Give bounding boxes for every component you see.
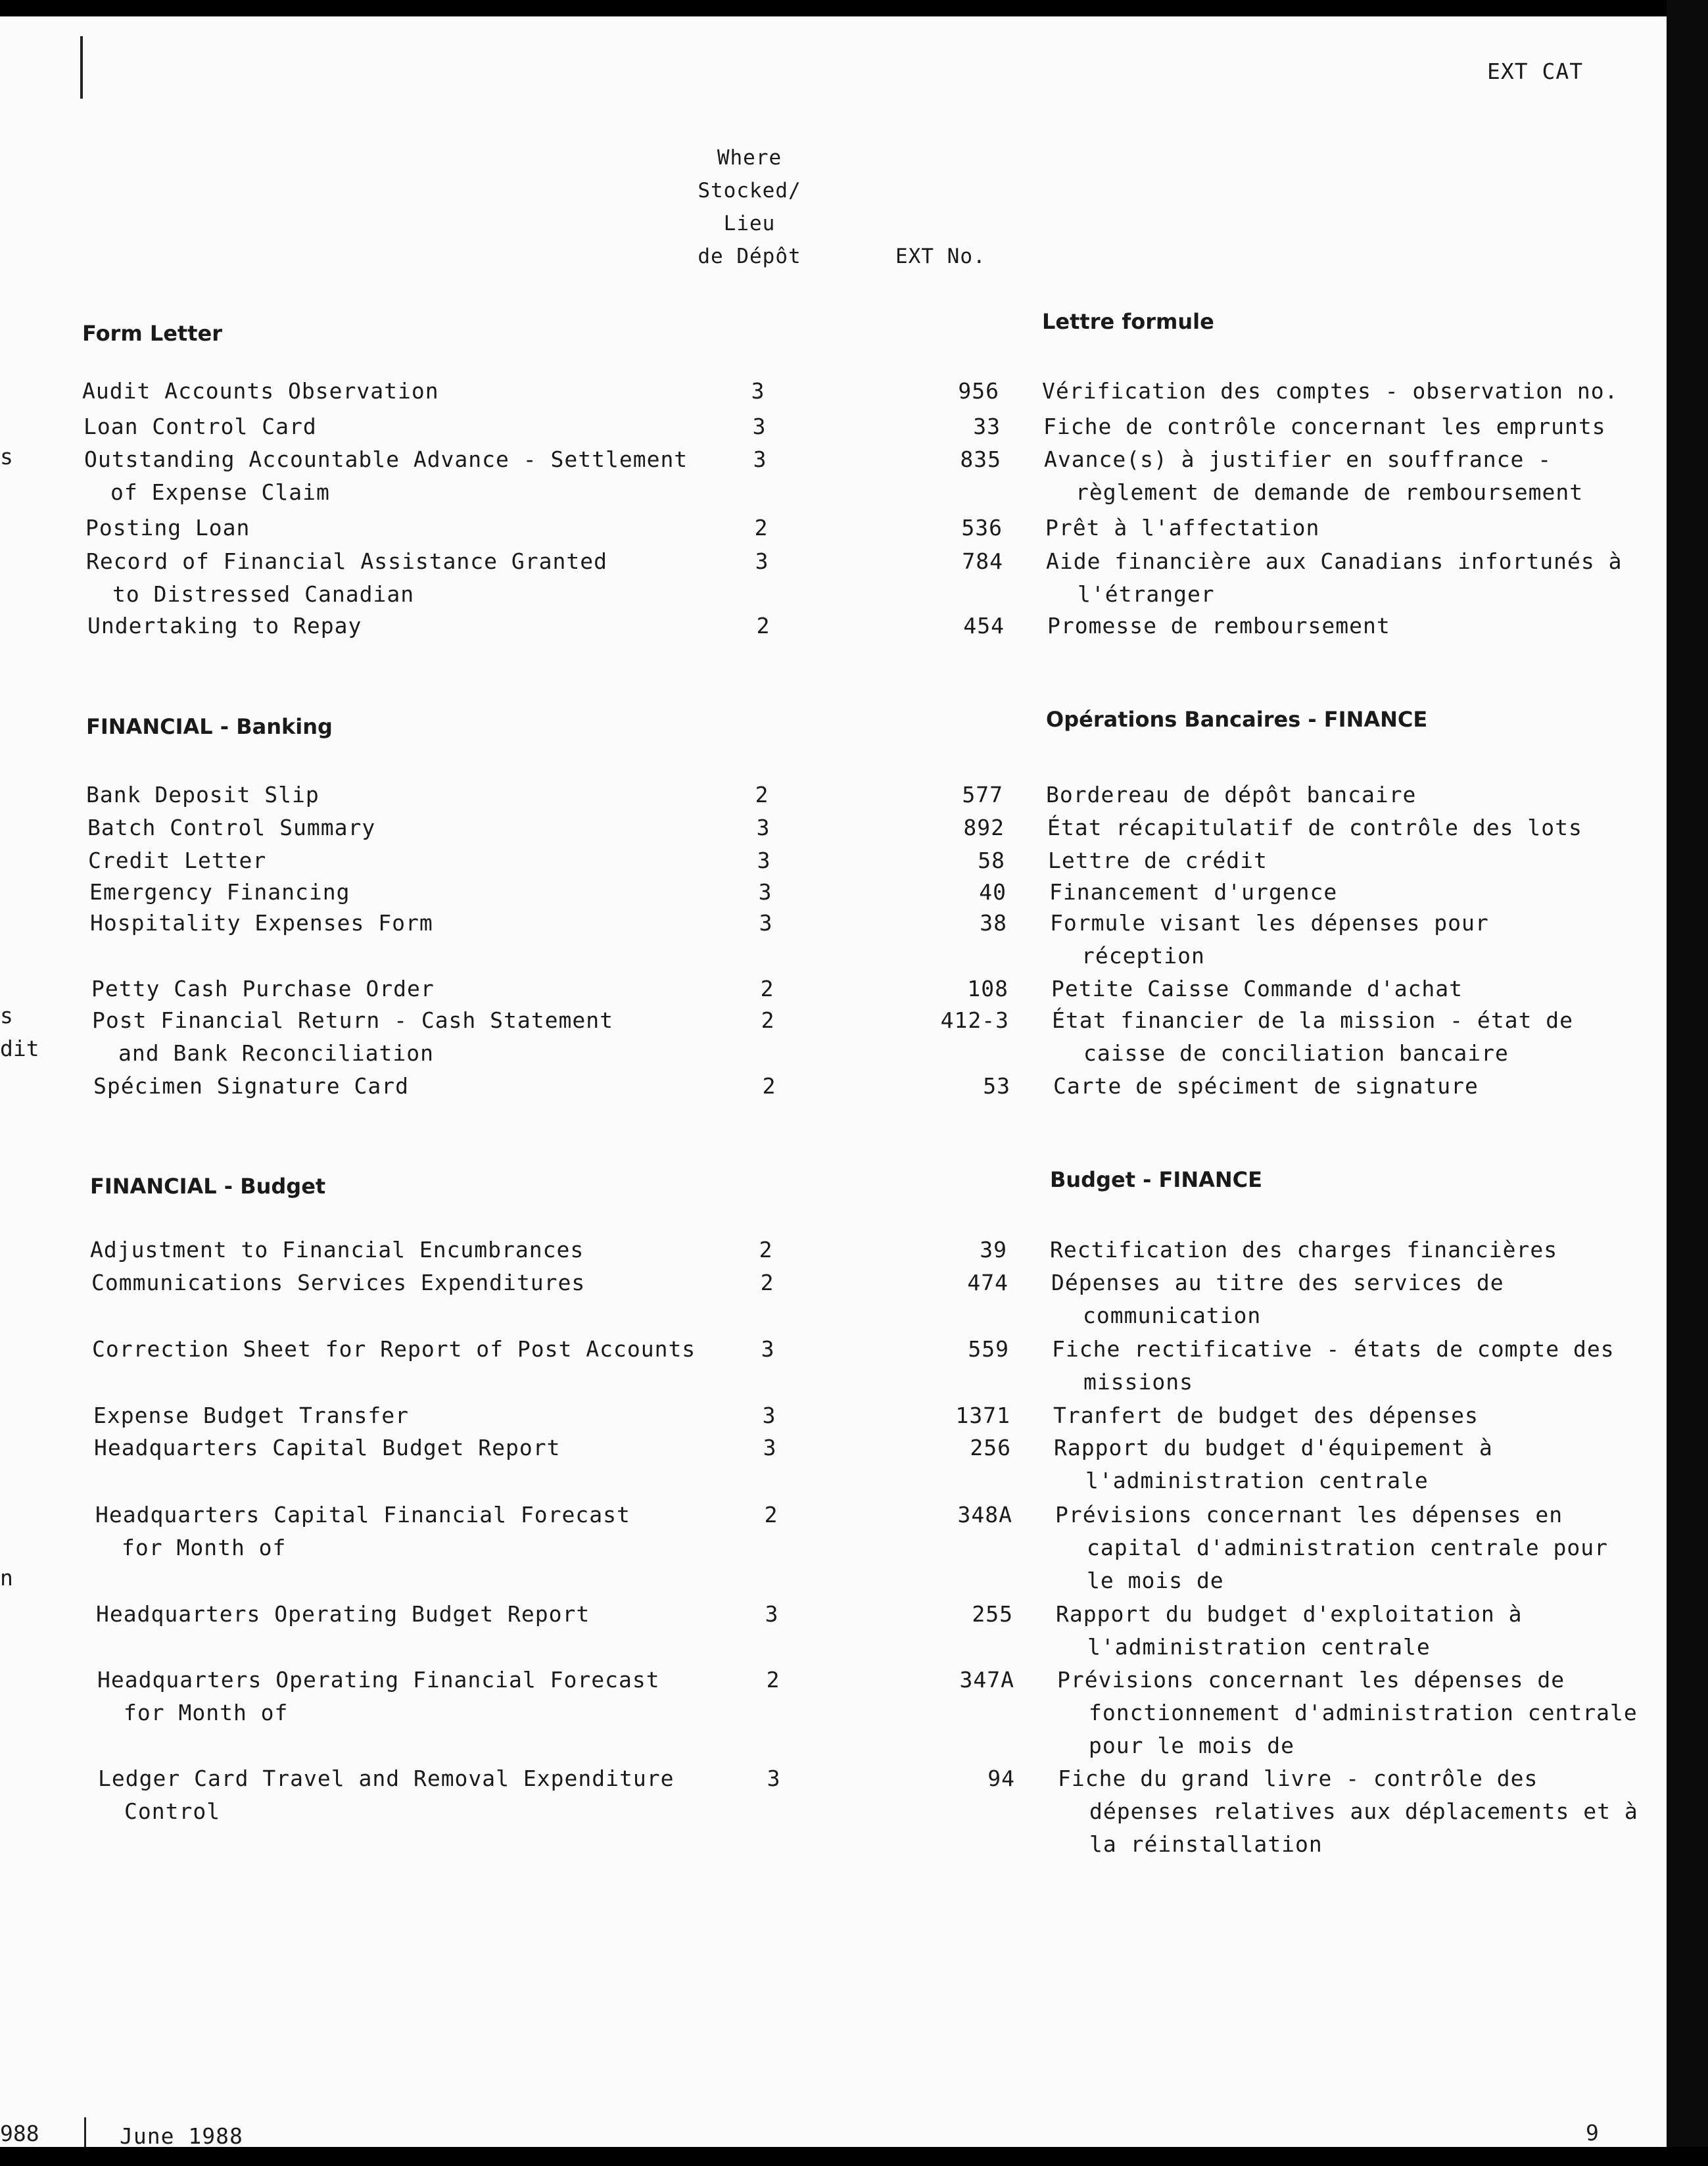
form-name-en: Control — [124, 1798, 221, 1824]
col-header-where-stocked-4: de Dépôt — [698, 245, 801, 268]
form-name-fr: le mois de — [1087, 1568, 1224, 1593]
stock-location: 2 — [755, 782, 769, 807]
scan-edge-bottom — [0, 2147, 1708, 2166]
form-name-fr: Petite Caisse Commande d'achat — [1051, 976, 1463, 1001]
ext-number: 33 — [973, 414, 1001, 439]
form-name-fr: Prévisions concernant les dépenses de — [1057, 1667, 1565, 1693]
stock-location: 2 — [762, 1073, 776, 1099]
form-name-fr: Prêt à l'affectation — [1045, 515, 1320, 541]
form-name-fr: Rectification des charges financières — [1050, 1237, 1558, 1263]
form-name-en: Spécimen Signature Card — [93, 1073, 409, 1099]
stock-location: 3 — [761, 1336, 775, 1362]
form-name-en: Audit Accounts Observation — [82, 378, 439, 404]
form-name-fr: communication — [1083, 1303, 1262, 1328]
form-name-en: Outstanding Accountable Advance - Settlement — [84, 446, 688, 472]
form-name-en: Headquarters Operating Financial Forecast — [97, 1667, 660, 1693]
ext-number: 40 — [979, 879, 1007, 905]
stock-location: 2 — [764, 1502, 778, 1528]
ext-number: 255 — [972, 1601, 1013, 1627]
form-name-en: Adjustment to Financial Encumbrances — [90, 1237, 584, 1263]
form-name-en: Post Financial Return - Cash Statement — [92, 1007, 613, 1033]
ext-number: 835 — [960, 446, 1001, 472]
ext-number: 559 — [968, 1336, 1009, 1362]
form-name-en: Batch Control Summary — [87, 815, 376, 840]
form-name-en: Petty Cash Purchase Order — [91, 976, 435, 1001]
form-name-en: Emergency Financing — [89, 879, 350, 905]
form-name-fr: État récapitulatif de contrôle des lots — [1047, 815, 1582, 840]
stock-location: 3 — [762, 1403, 776, 1428]
stock-location: 3 — [751, 378, 765, 404]
form-name-en: Correction Sheet for Report of Post Accounts — [92, 1336, 696, 1362]
form-name-en: Undertaking to Repay — [87, 613, 362, 638]
ext-number: 58 — [978, 848, 1005, 873]
stock-location: 3 — [755, 548, 769, 574]
col-header-where-stocked-1: Where — [717, 146, 782, 170]
stock-location: 2 — [759, 1237, 773, 1263]
form-name-fr: Carte de spéciment de signature — [1053, 1073, 1479, 1099]
form-name-en: of Expense Claim — [110, 479, 330, 505]
form-name-fr: pour le mois de — [1089, 1733, 1295, 1758]
form-name-fr: Prévisions concernant les dépenses en — [1055, 1502, 1563, 1528]
ext-number: 577 — [962, 782, 1003, 807]
form-name-fr: Aide financière aux Canadians infortunés à — [1046, 548, 1623, 574]
form-name-fr: capital d'administration centrale pour — [1087, 1535, 1608, 1560]
stock-location: 2 — [760, 1270, 774, 1295]
edge-fragment: s — [0, 1003, 13, 1028]
form-name-en: Headquarters Operating Budget Report — [96, 1601, 590, 1627]
section-title-en: FINANCIAL - Banking — [86, 714, 333, 739]
form-name-fr: missions — [1083, 1369, 1193, 1395]
ext-number: 108 — [967, 976, 1008, 1001]
form-name-fr: dépenses relatives aux déplacements et à — [1089, 1798, 1638, 1824]
stock-location: 2 — [754, 515, 769, 541]
form-name-fr: Promesse de remboursement — [1047, 613, 1390, 638]
edge-fragment: n — [0, 1565, 13, 1591]
form-name-fr: règlement de demande de remboursement — [1076, 479, 1584, 505]
form-name-fr: la réinstallation — [1089, 1831, 1323, 1857]
ext-number: 1371 — [955, 1403, 1010, 1428]
scan-mark — [84, 2117, 86, 2147]
stock-location: 3 — [763, 1435, 777, 1460]
form-name-fr: État financier de la mission - état de — [1052, 1007, 1573, 1033]
form-name-fr: l'administration centrale — [1087, 1634, 1431, 1660]
edge-fragment: s — [0, 444, 13, 469]
section-title-fr: Budget - FINANCE — [1050, 1167, 1262, 1192]
stock-location: 3 — [752, 414, 767, 439]
stock-location: 3 — [758, 879, 772, 905]
document-page — [0, 16, 1667, 2147]
form-name-en: Communications Services Expenditures — [91, 1270, 586, 1295]
footer-page-number: 9 — [1586, 2120, 1600, 2146]
form-name-fr: Avance(s) à justifier en souffrance - — [1044, 446, 1552, 472]
col-header-where-stocked-3: Lieu — [723, 212, 776, 235]
ext-number: 956 — [958, 378, 999, 404]
ext-number: 784 — [962, 548, 1003, 574]
stock-location: 2 — [766, 1667, 780, 1693]
form-name-fr: l'étranger — [1078, 581, 1215, 607]
ext-number: 536 — [961, 515, 1003, 541]
form-name-fr: Rapport du budget d'exploitation à — [1056, 1601, 1523, 1627]
stock-location: 3 — [765, 1601, 779, 1627]
footer-date: June 1988 — [120, 2123, 243, 2147]
form-name-fr: Formule visant les dépenses pour — [1050, 910, 1489, 936]
section-title-en: Form Letter — [82, 321, 222, 346]
form-name-en: Hospitality Expenses Form — [90, 910, 433, 936]
stock-location: 3 — [767, 1766, 781, 1791]
col-header-where-stocked-2: Stocked/ — [698, 179, 801, 203]
form-name-fr: réception — [1081, 943, 1205, 969]
ext-number: 347A — [959, 1667, 1014, 1693]
form-name-en: Headquarters Capital Financial Forecast — [95, 1502, 630, 1528]
form-name-fr: Fiche rectificative - états de compte des — [1052, 1336, 1615, 1362]
stock-location: 2 — [760, 976, 774, 1001]
section-title-fr: Lettre formule — [1042, 309, 1214, 334]
section-title-en: FINANCIAL - Budget — [90, 1174, 326, 1199]
form-name-en: Record of Financial Assistance Granted — [86, 548, 607, 574]
form-name-en: Ledger Card Travel and Removal Expenditure — [98, 1766, 675, 1791]
form-name-en: Credit Letter — [88, 848, 267, 873]
form-name-en: Expense Budget Transfer — [93, 1403, 409, 1428]
ext-number: 256 — [970, 1435, 1011, 1460]
stock-location: 3 — [757, 848, 771, 873]
scan-edge-right — [1667, 0, 1708, 2166]
ext-number: 454 — [963, 613, 1005, 638]
form-name-en: and Bank Reconciliation — [118, 1040, 434, 1066]
form-name-fr: Fiche de contrôle concernant les emprunts — [1043, 414, 1606, 439]
form-name-fr: Vérification des comptes - observation no. — [1042, 378, 1619, 404]
form-name-fr: Bordereau de dépôt bancaire — [1046, 782, 1417, 807]
col-header-ext-no: EXT No. — [895, 245, 986, 268]
form-name-fr: fonctionnement d'administration centrale — [1089, 1700, 1638, 1725]
ext-number: 94 — [987, 1766, 1015, 1791]
section-title-fr: Opérations Bancaires - FINANCE — [1046, 707, 1428, 732]
stock-location: 3 — [759, 910, 773, 936]
form-name-fr: Tranfert de budget des dépenses — [1053, 1403, 1479, 1428]
ext-number: 474 — [967, 1270, 1008, 1295]
edge-fragment: 988 — [0, 2121, 39, 2146]
edge-fragment: dit — [0, 1036, 39, 1061]
ext-number: 892 — [963, 815, 1005, 840]
form-name-fr: Financement d'urgence — [1049, 879, 1338, 905]
ext-number: 348A — [957, 1502, 1012, 1528]
ext-number: 39 — [980, 1237, 1007, 1263]
form-name-en: Bank Deposit Slip — [86, 782, 320, 807]
form-name-en: to Distressed Canadian — [112, 581, 415, 607]
form-name-en: for Month of — [122, 1535, 287, 1560]
form-name-fr: Fiche du grand livre - contrôle des — [1058, 1766, 1538, 1791]
ext-number: 38 — [980, 910, 1007, 936]
form-name-fr: Dépenses au titre des services de — [1051, 1270, 1504, 1295]
form-name-fr: caisse de conciliation bancaire — [1083, 1040, 1509, 1066]
ext-number: 412-3 — [940, 1007, 1009, 1033]
ext-number: 53 — [983, 1073, 1010, 1099]
stock-location: 2 — [761, 1007, 775, 1033]
form-name-en: Loan Control Card — [83, 414, 317, 439]
form-name-en: for Month of — [124, 1700, 289, 1725]
form-name-en: Headquarters Capital Budget Report — [94, 1435, 561, 1460]
scan-mark — [80, 36, 83, 99]
form-name-fr: l'administration centrale — [1085, 1468, 1429, 1493]
stock-location: 3 — [756, 815, 771, 840]
form-name-fr: Rapport du budget d'équipement à — [1054, 1435, 1493, 1460]
form-name-fr: Lettre de crédit — [1048, 848, 1268, 873]
stock-location: 2 — [756, 613, 771, 638]
form-name-en: Posting Loan — [85, 515, 250, 541]
page-code: EXT CAT — [1487, 59, 1584, 84]
stock-location: 3 — [753, 446, 767, 472]
